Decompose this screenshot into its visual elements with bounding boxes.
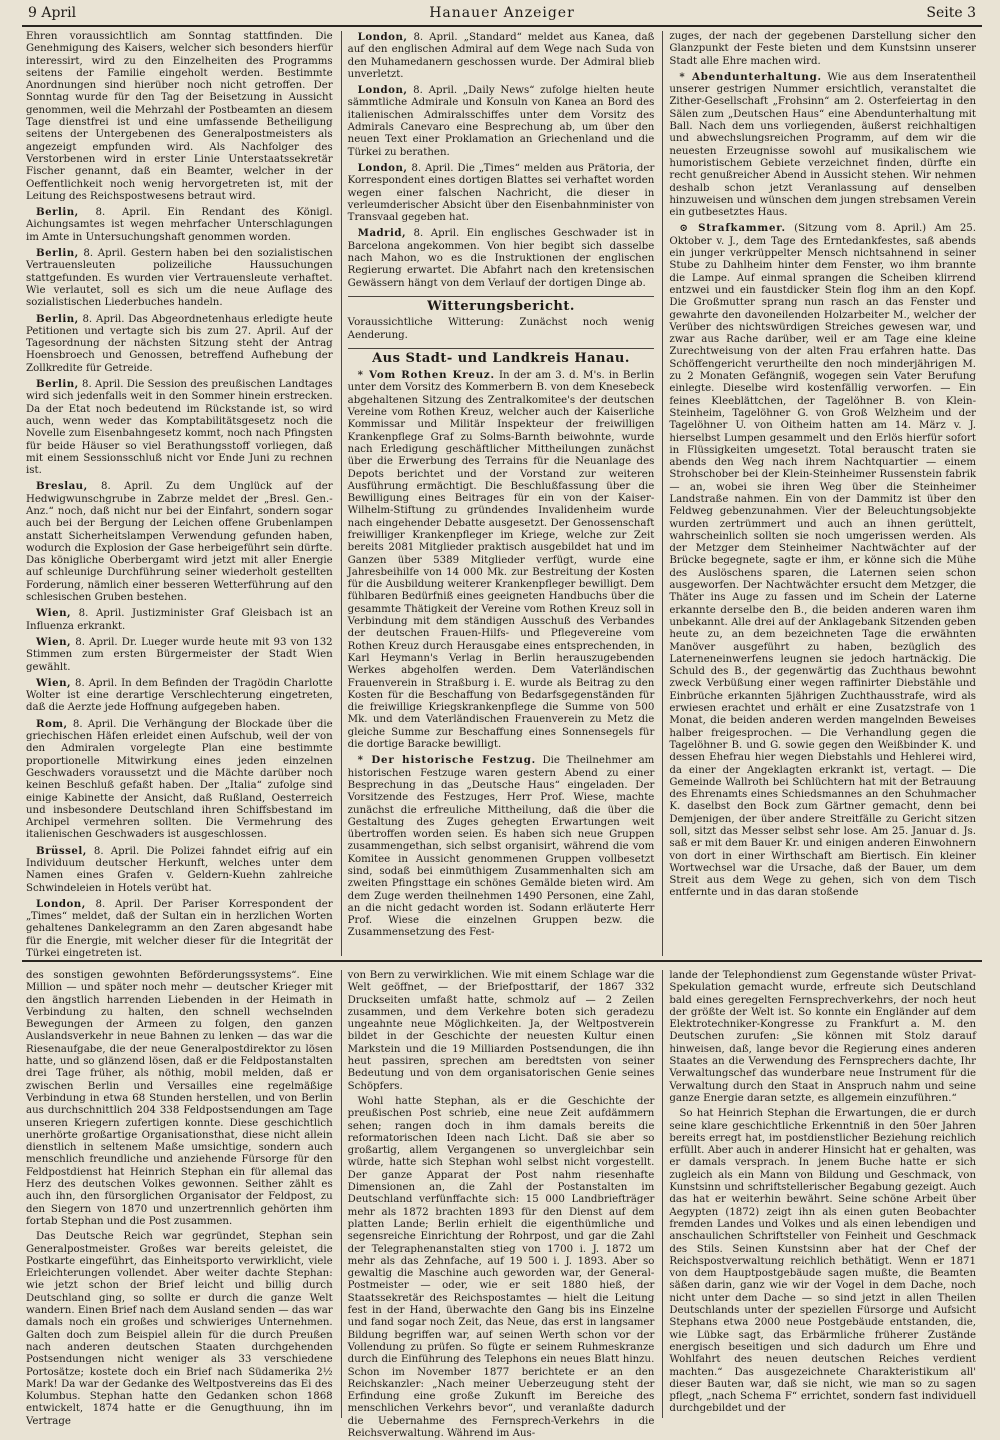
- dateline: Wien,: [36, 635, 72, 648]
- telegram-news-block: [348, 31, 655, 290]
- dateline: Rom,: [36, 717, 68, 730]
- top-column-1: [26, 31, 333, 960]
- article-paragraph: Das Deutsche Reich war gegründet, Stephan sein Generalpostmeister. Großes war bereits geleistet, die Postkarte eingeführt, das Einheitsporto verwirklicht, viele Erleichterungen vollendet. Aber weiter dachte Stephan: wie jetzt schon der Brief leicht und billig durch Deutschland ging, so sollte er durch die ganze Welt wandern. Einen Brief nach dem Ausland senden — das war damals noch ein großes und schwieriges Unternehmen. Galten doch zum Beispiel allein für die durch Preußen nach anderen deutschen Staaten durchgehenden Postsendungen nicht weniger als 33 verschiedene Portosätze; kostete doch ein Brief nach Südamerika 2½ Mark! Da war der Gedanke des Weltpostvereins das Ei des Kolumbus. Stephan hatte den Gedanken schon 1868 entwickelt, 1874 hatte er die Genugthuung, ihn im Vertrage: [26, 1231, 333, 1427]
- header-title: Hanauer Anzeiger: [429, 5, 575, 21]
- news-item: [26, 677, 333, 715]
- news-item: [348, 162, 655, 224]
- bottom-column-2: [341, 970, 655, 1439]
- bottom-column-3: [662, 970, 976, 1418]
- news-item: [26, 718, 333, 842]
- section-divider: [22, 960, 982, 962]
- dateline: London,: [36, 897, 86, 910]
- item-text: In der am 3. d. M's. in Berlin unter dem Vorsitz des Kommerbern B. von dem Knesebeck abgehaltenen Sitzung des Zentralkomitee's der deutschen Vereine vom Rothen Kreuz, welcher auch der Kaiserliche Kommissar und Militär Inspekteur der freiwilligen Krankenpflege Graf zu Solms-Barnth beiwohnte, wurde nach Erledigung geschäftlicher Mittheilungen zunächst über die Erwerbung des Terrains für die Neuanlage des Depots berichtet und der Vorstand zur weiteren Ausführung ermächtigt. Die Beschlußfassung über die Bewilligung eines Beitrages für ein von der Kaiser-Wilhelm-Stiftung zu gründendes Invalidenheim wurde nach eingehender Debatte ausgesetzt. Der Genossenschaft freiwilliger Krankenpfleger im Kriege, welche zur Zeit bereits 2081 Mitglieder praktisch ausgebildet hat und im Ganzen über 5389 Mitglieder verfügt, wurde eine Jahresbeihilfe von 14 000 Mk. zur Bestreitung der Kosten für die Ausbildung weiterer Krankenpfleger bewilligt. Dem fühlbaren Bedürfniß eines geeigneten Handbuchs über die gesammte Thätigkeit der Vereine vom Rothen Kreuz soll in Verbindung mit dem ständigen Ausschuß des Verbandes der deutschen Frauen-Hilfs- und Pflegevereine vom Rothen Kreuz durch Herausgabe eines entsprechenden, in Karl Heymann's Verlag in Berlin herauszugebenden Werkes abgeholfen werden. Dem Vaterländischen Frauenverein in Straßburg i. E. wurde als Beitrag zu den Kosten für die Beschaffung von Bedarfsgegenständen für die freiwillige Kriegskrankenpflege die Summe von 500 Mk. und dem Vaterländischen Frauenverein zu Metz die gleiche Summe zur Beschaffung eines Sonnensegels für die dortige Baracke bewilligt.: [347, 370, 655, 751]
- news-item: [348, 31, 655, 81]
- item-text: 8. April. Die Polizei fahndet eifrig auf ein Individuum deutscher Herkunft, welches unter dem Namen eines Grafen v. Geldern-Kuehn zahlreiche Schwindeleien in Hotels verübt hat.: [26, 845, 333, 894]
- item-text: Die Theilnehmer am historischen Festzuge waren gestern Abend zu einer Besprechung in das „Deutsche Haus“ eingeladen. Der Vorsitzende des Festzuges, Herr Prof. Wiese, machte zunächst die erfreuliche Mittheilung, daß die über die Gestaltung des Zuges gehegten Erwartungen weit übertroffen worden seien. Es haben sich neue Gruppen zusammengethan, sich selbst organisirt, während die vom Komitee in Aussicht genommenen Gruppen vollbesetzt sind, sodaß bei einmüthigem Zusammenhalten sich am zweiten Pfingsttage ein schönes Gemälde bieten wird. Am dem Zuge werden theilnehmen 1490 Personen, eine Zahl, an die nicht gedacht worden ist. Sodann erläuterte Herr Prof. Wiese die einzelnen Gruppen bezw. die Zusammensetzung des Fest-: [347, 755, 655, 939]
- local-news-heading: Aus Stadt- und Landkreis Hanau.: [348, 348, 655, 365]
- dateline: London,: [357, 31, 408, 43]
- dateline: Berlin,: [36, 206, 79, 219]
- article-paragraph: des sonstigen gewohnten Beförderungssystems“. Eine Million — und später noch mehr — deutscher Krieger mit den ängstlich harrenden Liebenden in der Heimath in Verbindung zu halten, den schnell wechselnden Bewegungen der Armeen zu folgen, den ganzen Auslandsverkehr in neue Bahnen zu lenken — das war die Riesenaufgabe, die der neue Generalpostdirektor zu lösen hatte, und so glänzend lösen, daß er die Feldpostanstalten drei Tage früher, als nöthig, mobil melden, daß er zwischen Berlin und Versailles eine regelmäßige Verbindung in etwa 68 Stunden herstellen, und von Berlin aus durchschnittlich 204 338 Feldpostsendungen am Tage unseren Kriegern zufertigen konnte. Diese geschichtlich unerhörte großartige Organisationsthat, diese nicht allein dienstlich in seltenem Maße umsichtige, sondern auch menschlich freundliche und anziehende Fürsorge für den Feldpostdienst hat Heinrich Stephan ein für allemal das Herz des deutschen Volkes gewonnen. Seither zählt es auch ihn, den fürsorglichen Organisator der Feldpost, zu den Siegern von 1870 und unzertrennlich gehörten ihm fortab Stephan und die Post zusammen.: [26, 970, 333, 1227]
- bottom-columns: [26, 970, 977, 1439]
- news-item: [26, 206, 333, 244]
- dateline: Wien,: [36, 607, 72, 620]
- article-paragraph: Wohl hatte Stephan, als er die Geschichte der preußischen Post schrieb, eine neue Zeit aufdämmern sehen; rangen doch in ihm damals bereits die reformatorischen Ideen nach Licht. Daß sie aber so großartig, allem Vergangenen so unvergleichbar sein würde, hatte sich Stephan wohl selbst nicht vorgestellt. Der ganze Apparat der Post nahm riesenhafte Dimensionen an, die Zahl der Postanstalten im Deutschland verfünffachte sich: 15 000 Landbriefträger mehr als 1872 brachten 1893 für den Dienst auf dem platten Lande; Berlin erhielt die eigenthümliche und segensreiche Einrichtung der Rohrpost, und gar die Zahl der Telegraphenanstalten stieg von 1700 i. J. 1872 um mehr als das Zehnfache, auf 19 500 i. J. 1893. Aber so gewaltig die Maschine auch geworden war, der General-Postmeister — oder, wie er seit 1880 hieß, der Staatssekretär des Reichspostamtes — hielt die Leitung fest in der Hand, überwachte den Gang bis ins Einzelne und fand sogar noch Zeit, das Neue, das erst in langsamer Bildung begriffen war, auf seinen Werth schon vor der Vollendung zu prüfen. So fügte er seinem Ruhmeskranze durch die Einführung des Telephons ein neues Blatt hinzu. Schon im November 1877 berichtete er an den Reichskanzler: „Nach meiner Ueberzeugung steht der Erfindung eine große Zukunft im Bereiche des menschlichen Verkehrs bevor“, und veranlaßte dadurch die Uebernahme des Fernsprech-Verkehrs in die Reichsverwaltung. Während im Aus-: [347, 1095, 655, 1439]
- item-text: 8. April. Der Pariser Korrespondent der „Times“ meldet, daß der Sultan ein in herzlichen Worten gehaltenes Dankelegramm an den Zaren abgesandt habe für die Energie, mit welcher dieser für die Integrität der Türkei eingetreten ist.: [26, 898, 333, 960]
- news-item: [26, 845, 333, 895]
- news-item: [26, 636, 333, 674]
- weather-heading: Witterungsbericht.: [348, 296, 655, 313]
- news-item: [26, 607, 333, 633]
- bottom-column-1: [26, 970, 333, 1427]
- dateline: Brüssel,: [36, 844, 87, 857]
- news-item: [669, 71, 976, 220]
- top-column-2: [341, 31, 655, 956]
- item-text: 8. April. Das Abgeordnetenhaus erledigte heute Petitionen und vertagte sich bis zum 27. April. Auf der Tagesordnung der nächsten Sitzung steht der Antrag Hoensbroech und Genossen, betreffend Aufhebung der Zollkredite für Getreide.: [26, 313, 333, 374]
- news-item: [26, 898, 333, 960]
- dateline: * Der historische Festzug.: [357, 754, 536, 767]
- news-item: [26, 313, 333, 375]
- item-text: 8. April. Zu dem Unglück auf der Hedwigwunschgrube in Zabrze meldet der „Bresl. Gen.-Anz.“ noch, daß nicht nur bei der Einfahrt, sondern sogar auch bei der Bergung der Leichen offene Grubenlampen anstatt Sicherheitslampen Verwendung gefunden haben, wodurch die Explosion der Gase herbeigeführt sein dürfte. Das königliche Oberbergamt wird jetzt mit aller Energie auf schleunige Durchführung seiner wiederholt gestellten Forderung, nämlich einer besseren Wetterführung auf den schlesischen Gruben bestehen.: [26, 481, 333, 604]
- news-item: [26, 480, 333, 604]
- local-news-block: [348, 369, 655, 940]
- item-text: 8. April. Die „Times“ melden aus Prätoria, der Korrespondent eines dortigen Blattes sei verhaftet worden wegen einer falschen Nachricht, die dieser in verleumderischer Absicht über den Eisenbahnminister von Transvaal gegeben hat.: [347, 162, 655, 224]
- dateline: London,: [357, 84, 408, 97]
- news-item: [348, 369, 655, 751]
- item-text: 8. April. Gestern haben bei den sozialistischen Vertrauensleuten polizeiliche Haussuchungen stattgefunden. Es wurden vier Vertrauensleute verhaftet. Wie verlautet, soll es sich um die neue Auflage des sozialistischen Liederbuches handeln.: [26, 248, 333, 309]
- dateline: Berlin,: [36, 378, 79, 391]
- news-item: [348, 84, 655, 159]
- dateline: * Vom Rothen Kreuz.: [357, 369, 495, 382]
- news-item: [669, 222, 976, 899]
- dateline: London,: [357, 161, 408, 174]
- dateline: Madrid,: [357, 227, 407, 240]
- dateline: ⊙ Strafkammer.: [679, 222, 786, 235]
- item-text: zuges, der nach der gegebenen Darstellung sicher den Glanzpunkt der Feste bieten und dem Kunstsinn unserer Stadt alle Ehre machen wird.: [669, 31, 977, 67]
- dateline: Breslau,: [36, 480, 88, 493]
- item-text: 8. April. Die Verhängung der Blockade über die griechischen Häfen erleidet einen Aufschub, weil der von den Admiralen vorgelegte Plan eine bestimmte proportionelle Mitwirkung eines jeden einzelnen Geschwaders voraussetzt und die Mächte darüber noch keinen Beschluß gefaßt haben. Der „Italia“ zufolge sind einige Kabinette der Ansicht, daß Rußland, Oesterreich und insbesondere Deutschland ihren Schiffsbestand im Archipel vermehren sollten. Die Vermehrung des italienischen Geschwaders ist ausgeschlossen.: [26, 718, 333, 841]
- item-text: 8. April. Dr. Lueger wurde heute mit 93 von 132 Stimmen zum ersten Bürgermeister der Stadt Wien gewählt.: [26, 636, 333, 673]
- page-header: [22, 3, 982, 27]
- item-text: 8. April. Justizminister Graf Gleisbach ist an Influenza erkrankt.: [26, 608, 333, 632]
- item-text: (Sitzung vom 8. April.) Am 25. Oktober v. J., dem Tage des Erntedankfestes, saß abends ein junger verkrüppelter Mensch nichtsahnend in seiner Stube zu Dahlheim hinter dem Fenster, wo ihm brannte die Lampe. Auf einmal sprangen die Scheiben klirrend entzwei und ein faustdicker Stein flog ihm an den Kopf. Die Großmutter sprang nun rasch an das Fenster und gewahrte den davoneilenden Holzarbeiter M., welcher der Verüber des nichtswürdigen Streiches gewesen war, und zwar aus Rache darüber, weil er am Tage eine kleine Zurechtweisung von der alten Frau erfahren hatte. Das Schöffengericht verurtheilte den noch minderjährigen M. zu 2 Monaten Gefängniß, wogegen sein Vater Berufung einlegte. Dieselbe wird kostenfällig verworfen. — Ein feines Kleeblättchen, der Tagelöhner B. von Klein-Steinheim, Tagelöhner G. von Groß Welzheim und der Tagelöhner U. von Oitheim hatten am 14. März v. J. hierselbst Lumpen gesammelt und den Erlös hierfür sofort in Flüssigkeiten umgesetzt. Total berauscht traten sie abends den Weg nach ihrem Nachtquartier — einem Strohschober bei der Klein-Steinheimer Russenstein fabrik — an, wobei sie ihren Weg über die Steinheimer Landstraße nahmen. Ein von der Dammitz ist über den Feldweg gebenzunahmen. Vier der Beleuchtungsobjekte wurden zertrümmert und auch an ihnen gerüttelt, wahrscheinlich sollten sie noch umgerissen werden. Als der Metzger dem Steinheimer Nachtwächter auf der Brücke begegnete, sagte er ihm, er könne sich die Mühe des Auslöschens sparen, die Laternen seien schon ausgeworfen. Der Nachtwächter ersucht dem Metzger, die Thäter ins Auge zu fassen und im Schein der Laterne erkannte derselbe den B., die beiden anderen waren ihm unbekannt. Alle drei auf der Anklagebank Sitzenden geben heute zu, an dem bezeichneten Tage die erwähnten Manöver ausgeführt zu haben, bezüglich des Laterneneinwerfens leugnen sie jedoch hartnäckig. Die Schuld des B., der gegenwärtig das Zuchthaus bewohnt zweck Verbüßung einer wegen raffinirter Diebstähle und Einbrüche erkannten 5jährigen Zuchthausstrafe, wird als erwiesen erachtet und erhält er eine Zusatzstrafe von 1 Monat, die beiden anderen werden mangelnden Beweises halber freigesprochen. — Die Verhandlung gegen die Tagelöhner B. und G. sowie gegen den Weißbinder K. und dessen Ehefrau hier wegen Diebstahls und Hehlerei wird, da einer der Angeklagten erkrankt ist, vertagt. — Die Gemeinde Wallroth bei Schlüchtern hat mit der Betrauung des Ehrenamts eines Schiedsmannes an den Schuhmacher K. daselbst den Bock zum Gärtner gemacht, denn bei Demjenigen, der über andere Streitfälle zu Gericht sitzen soll, sitzt das Messer selbst sehr lose. Am 25. Januar d. Js. saß er mit dem Bauer Kr. und einigen anderen Einwohnern von dort in einer Wirthschaft am Biertisch. Ein kleiner Wortwechsel war die Ursache, daß der Bauer, um dem Streit aus dem Wege zu gehen, sich von dem Tisch entfernte und in das daran stoßende: [669, 223, 977, 899]
- news-item: [669, 31, 976, 68]
- item-text: 8. April. Die Session des preußischen Landtages wird sich jedenfalls weit in den Sommer hinein erstrecken. Da der Etat noch bedeutend im Rückstande ist, so wird auch, wenn weder das Komptabilitätsgesetz noch die Novelle zum Eisenbahngesetz kommt, noch nach Pfingsten für beide Häuser so viel Berathungsstoff vorliegen, daß mit einem Sessionsschluß nicht vor Ende Juni zu rechnen ist.: [26, 379, 333, 477]
- header-page-number: Seite 3: [926, 5, 976, 21]
- item-text: 8. April. In dem Befinden der Tragödin Charlotte Wolter ist eine derartige Verschlechterung eingetreten, daß die Aerzte jede Hoffnung aufgegeben haben.: [26, 677, 333, 714]
- item-text: 8. April. Ein englisches Geschwader ist in Barcelona angekommen. Von hier begibt sich dasselbe nach Mahon, wo es die Instruktionen der englischen Regierung erwartet. Die Abfahrt nach den kretensischen Gewässern hängt von dem Verlauf der dortigen Dinge ab.: [347, 228, 655, 289]
- item-text: 8. April. Ein Rendant des Königl. Aichungsamtes ist wegen mehrfacher Unterschlagungen im Amte in Untersuchungshaft genommen worden.: [26, 207, 333, 243]
- dateline: * Abendunterhaltung.: [679, 70, 822, 83]
- news-item: [26, 31, 333, 203]
- article-paragraph: von Bern zu verwirklichen. Wie mit einem Schlage war die Welt geöffnet, — der Briefposttarif, der 1867 332 Druckseiten umfaßt hatte, schmolz auf — 2 Zeilen zusammen, und dem Verkehre boten sich geradezu ungeahnte neue Möglichkeiten. Ja, der Weltpostverein bildet in der Geschichte der neuesten Kultur einen Markstein und die 19 Milliarden Postsendungen, die ihn heut passiren, sprechen am beredtsten von seiner Bedeutung und von dem organisatorischen Genie seines Schöpfers.: [347, 970, 655, 1092]
- item-text: Wie aus dem Inseratentheil unserer gestrigen Nummer ersichtlich, veranstaltet die Zither-Gesellschaft „Frohsinn“ am 2. Osterfeiertag in den Sälen zum „Deutschen Haus“ eine Abendunterhaltung mit Ball. Nach dem uns vorliegenden, äußerst reichhaltigen und abwechslungsreichen Programm, auf dem wir die neuesten Erzeugnisse sowohl auf musikalischem wie humoristischem Gebiete verzeichnet finden, dürfte ein recht genußreicher Abend in Aussicht stehen. Wir nehmen deshalb schon jetzt Veranlassung auf denselben hinzuweisen und wünschen dem jungen strebsamen Verein ein gutbesetztes Haus.: [669, 71, 977, 219]
- news-item: [348, 227, 655, 289]
- top-column-3: [662, 31, 976, 956]
- article-paragraph: lande der Telephondienst zum Gegenstande wüster Privat-Spekulation gemacht wurde, erfreute sich Deutschland bald eines geregelten Fernsprechverkehrs, der noch heut der größte der Welt ist. So konnte ein Engländer auf dem Elektrotechniker-Kongresse zu Frankfurt a. M. den Deutschen zurufen: „Sie können mit Stolz darauf hinweisen, daß, lange bevor die Regierung eines anderen Staates an die Verwendung des Fernsprechers dachte, Ihr Verwaltungschef das wunderbare neue Instrument für die Verwaltung durch den Staat in Anspruch nahm und seine ganze Energie daran setzte, es allgemein einzuführen.“: [669, 970, 977, 1104]
- news-item: [26, 247, 333, 309]
- weather-text: Voraussichtliche Witterung: Zunächst noch wenig Aenderung.: [347, 317, 655, 341]
- item-text: 8. April. „Daily News“ zufolge hielten heute sämmtliche Admirale und Konsuln von Kanea an Bord des italienischen Admiralsschiffes unter dem Vorsitz des Admirals Canevaro eine Besprechung ab, um über den neuen Text einer Proklamation an Griechenland und die Türkei zu berathen.: [347, 85, 655, 158]
- header-date: 9 April: [28, 5, 77, 21]
- top-columns: [26, 31, 977, 960]
- article-paragraph: So hat Heinrich Stephan die Erwartungen, die er durch seine klare geschichtliche Erkenntniß in den 50er Jahren bereits erregt hat, im postdienstlicher Beziehung reichlich erfüllt. Aber auch in anderer Hinsicht hat er gehalten, was er damals versprach. In jenem Buche hatte er sich zugleich als ein Mann von Bildung und Geschmack, von Kunstsinn und schriftstellerischer Begabung gezeigt. Auch das hat er weiterhin bewährt. Seine schöne Arbeit über Aegypten (1872) zeigt ihn als einen guten Beobachter fremden Landes und Volkes und als einen lebendigen und anschaulichen Schriftsteller von Feinheit und Geschmack des Stils. Seinen Kunstsinn aber hat der Chef der Reichspostverwaltung reichlich bethätigt. Wenn er 1871 von dem Hauptpostgebäude sagen mußte, die Beamten säßen darin, ganz wie wir der Vogel in dem Dache, noch nicht unter dem Dache — so sind jetzt in allen Theilen Deutschlands unter der speziellen Fürsorge und Aufsicht Stephans etwa 2000 neue Postgebäude entstanden, die, wie Lübke sagt, das Erbärmliche früherer Zustände energisch beseitigen und sich dadurch um Ehre und Wohlfahrt des neuen deutschen Reiches verdient machten.“ Das ausgezeichnete Charakteristikum all' dieser Bauten war, daß sie nicht, wie man so zu sagen pflegt, „nach Schema F“ errichtet, sondern fast individuell durchgebildet und der: [669, 1108, 977, 1415]
- dateline: Wien,: [36, 676, 72, 689]
- dateline: Berlin,: [36, 312, 79, 325]
- dateline: Berlin,: [36, 247, 79, 260]
- item-text: Ehren voraussichtlich am Sonntag stattfinden. Die Genehmigung des Kaisers, welcher sich besonders hierfür interessirt, wird zu den Einzelheiten des Programms seitens der Familie eingeholt werden. Bestimmte Anordnungen sind hierüber noch nicht getroffen. Der Sonntag wurde für den Tag der Beisetzung in Aussicht genommen, weil die Mehrzahl der Postbeamten an diesem Tage dienstfrei ist und eine umfassende Betheiligung seitens der Untergebenen des Generalpostmeisters als angezeigt empfunden wird. Als Nachfolger des Verstorbenen wird in erster Linie Unterstaatssekretär Fischer genannt, daß ein Beamter, welcher in der Oeffentlichkeit noch wenig hervorgetreten ist, mit der Leitung des Reichspostwesens betraut wird.: [26, 31, 333, 202]
- news-item: [26, 378, 333, 477]
- news-item: [348, 754, 655, 939]
- item-text: 8. April. „Standard“ meldet aus Kanea, daß auf den englischen Admiral auf dem Wege nach Suda von den Muhamedanern geschossen wurde. Der Admiral blieb unverletzt.: [347, 32, 655, 80]
